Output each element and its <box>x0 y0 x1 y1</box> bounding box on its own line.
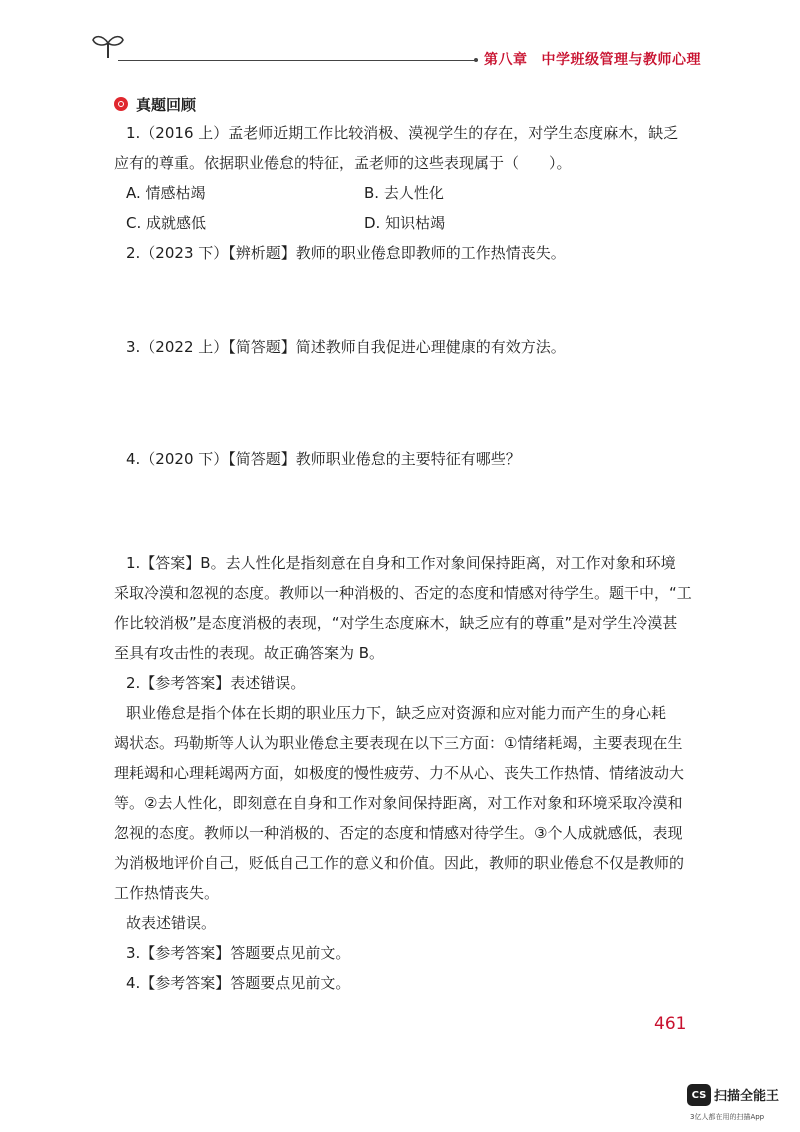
page-number: 461 <box>654 1014 687 1034</box>
answer-2-line-1: 职业倦怠是指个体在长期的职业压力下，缺乏应对资源和应对能力而产生的身心耗 <box>126 704 667 722</box>
target-icon <box>114 97 128 111</box>
question-3: 3.（2022 上）【简答题】简述教师自我促进心理健康的有效方法。 <box>126 338 566 356</box>
header-rule-dot <box>474 58 478 62</box>
question-1-options-row-1 <box>114 178 704 208</box>
question-1-options-row-2 <box>114 208 704 238</box>
section-title: 真题回顾 <box>136 95 197 114</box>
answer-2-line-4: 等。②去人性化，即刻意在自身和工作对象间保持距离，对工作对象和环境采取冷漠和 <box>114 794 683 812</box>
answer-2-heading: 2.【参考答案】表述错误。 <box>126 674 306 692</box>
page-content <box>114 92 704 998</box>
answer-space <box>114 362 704 444</box>
answer-2-conclusion: 故表述错误。 <box>126 914 217 932</box>
answer-1-line-1: 1.【答案】B。去人性化是指刻意在自身和工作对象间保持距离，对工作对象和环境 <box>126 554 676 572</box>
camscanner-logo-icon: CS <box>687 1084 711 1106</box>
running-header <box>484 49 701 69</box>
watermark-tagline: 3亿人都在用的扫描App <box>690 1113 765 1121</box>
answer-2-line-6: 为消极地评价自己，贬低自己工作的意义和价值。因此，教师的职业倦怠不仅是教师的 <box>114 854 685 872</box>
answer-2-line-3: 理耗竭和心理耗竭两方面，如极度的慢性疲劳、力不从心、丧失工作热情、情绪波动大 <box>114 764 685 782</box>
section-heading <box>114 92 704 116</box>
question-1-line-1: 1.（2016 上）孟老师近期工作比较消极、漠视学生的存在，对学生态度麻木，缺乏 <box>126 124 679 142</box>
answer-1-line-3: 作比较消极”是态度消极的表现，“对学生态度麻木，缺乏应有的尊重”是对学生冷漠甚 <box>114 614 678 632</box>
answer-2-line-5: 忽视的态度。教师以一种消极的、否定的态度和情感对待学生。③个人成就感低，表现 <box>114 824 683 842</box>
answer-1-line-4: 至具有攻击性的表现。故正确答案为 B。 <box>114 644 385 662</box>
answer-space <box>114 268 704 332</box>
option-a: A. 情感枯竭 <box>126 184 206 202</box>
answer-2-line-2: 竭状态。玛勒斯等人认为职业倦怠主要表现在以下三方面：①情绪耗竭，主要表现在生 <box>114 734 683 752</box>
chapter-title: 中学班级管理与教师心理 <box>541 52 701 68</box>
option-c: C. 成就感低 <box>126 214 207 232</box>
option-b: B. 去人性化 <box>364 184 444 202</box>
answer-4: 4.【参考答案】答题要点见前文。 <box>126 974 351 992</box>
question-4: 4.（2020 下）【简答题】教师职业倦怠的主要特征有哪些？ <box>126 450 521 468</box>
question-1-line-2: 应有的尊重。依据职业倦怠的特征，孟老师的这些表现属于（ ）。 <box>114 154 572 172</box>
sprout-icon <box>90 30 126 60</box>
option-d: D. 知识枯竭 <box>364 214 446 232</box>
watermark-brand: 扫描全能王 <box>714 1089 780 1104</box>
chapter-label: 第八章 <box>484 52 528 68</box>
answer-1-line-2: 采取冷漠和忽视的态度。教师以一种消极的、否定的态度和情感对待学生。题干中，“工 <box>114 584 692 602</box>
header-rule <box>118 60 478 61</box>
answer-2-line-7: 工作热情丧失。 <box>114 884 220 902</box>
answer-space <box>114 474 704 548</box>
answer-3: 3.【参考答案】答题要点见前文。 <box>126 944 351 962</box>
question-2: 2.（2023 下）【辨析题】教师的职业倦怠即教师的工作热情丧失。 <box>126 244 566 262</box>
